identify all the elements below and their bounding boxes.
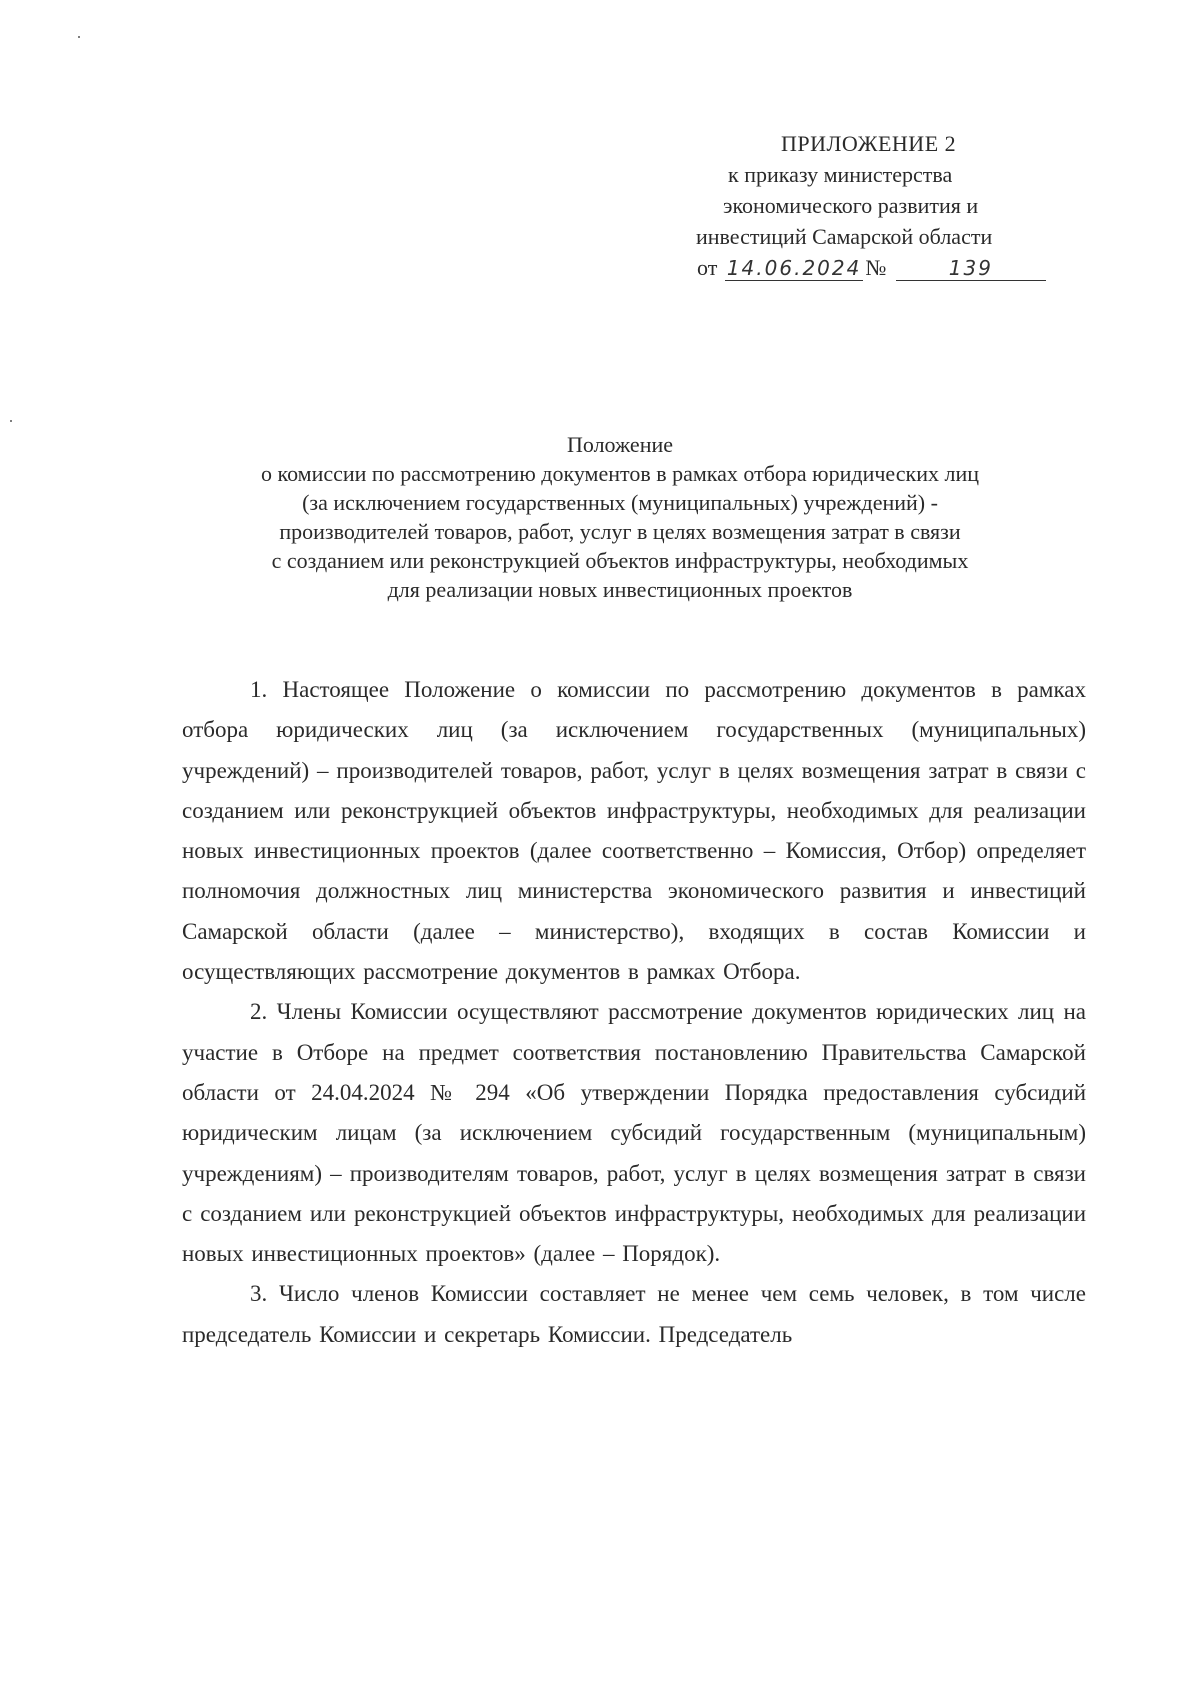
handwritten-number: 139 <box>896 256 1046 281</box>
paragraph-1: 1. Настоящее Положение о комиссии по рассмотрению документов в рамках отбора юридических лиц (за исключением государственных (муниципальных) учреждений) – производителей товаров, работ, услуг в целях возмещения затрат в связи с созданием или реконструкцией объектов инфраструктуры, необходимых для реализации новых инвестиционных проектов (далее соответственно – Комиссия, Отбор) определяет полномочия должностных лиц министерства экономического развития и инвестиций Самарской области (далее – министерство), входящих в состав Комиссии и осуществляющих рассмотрение документов в рамках Отбора. <box>182 677 1086 985</box>
paragraph-2: 2. Члены Комиссии осуществляют рассмотрение документов юридических лиц на участие в Отборе на предмет соответствия постановлению Правительства Самарской области от 24.04.2024 № 294 «Об утверждении Порядка предоставления субсидий юридическим лицам (за исключением субсидий государственным (муниципальным) учреждениям) – производителям товаров, работ, услуг в целях возмещения затрат в связи с созданием или реконструкцией объектов инфраструктуры, необходимых для реализации новых инвестиционных проектов» (далее – Порядок). <box>182 999 1086 1267</box>
number-sign: № <box>865 255 887 280</box>
title-line: о комиссии по рассмотрению документов в рамках отбора юридических лиц <box>261 461 979 486</box>
title-line: с созданием или реконструкцией объектов инфраструктуры, необходимых <box>271 548 969 573</box>
title-line: (за исключением государственных (муниципальных) учреждений) - <box>302 490 938 515</box>
appendix-line-2: экономического развития и <box>723 193 979 218</box>
appendix-line-3: инвестиций Самарской области <box>696 224 993 249</box>
appendix-line-1: к приказу министерства <box>728 162 953 187</box>
title-line: Положение <box>566 432 673 457</box>
from-prefix: от <box>697 255 718 280</box>
scan-speck <box>10 420 12 422</box>
document-title <box>170 430 1070 604</box>
document-body <box>182 670 1086 1355</box>
paragraph-3: 3. Число членов Комиссии составляет не менее чем семь человек, в том числе председатель Комиссии и секретарь Комиссии. Председатель <box>182 1281 1086 1347</box>
title-line: для реализации новых инвестиционных проектов <box>387 577 853 602</box>
appendix-date-number-line <box>697 252 1046 283</box>
scan-speck <box>78 36 80 38</box>
title-line: производителей товаров, работ, услуг в целях возмещения затрат в связи <box>279 519 961 544</box>
handwritten-date: 14.06.2024 <box>726 256 862 280</box>
appendix-title: ПРИЛОЖЕНИЕ 2 <box>781 131 957 156</box>
